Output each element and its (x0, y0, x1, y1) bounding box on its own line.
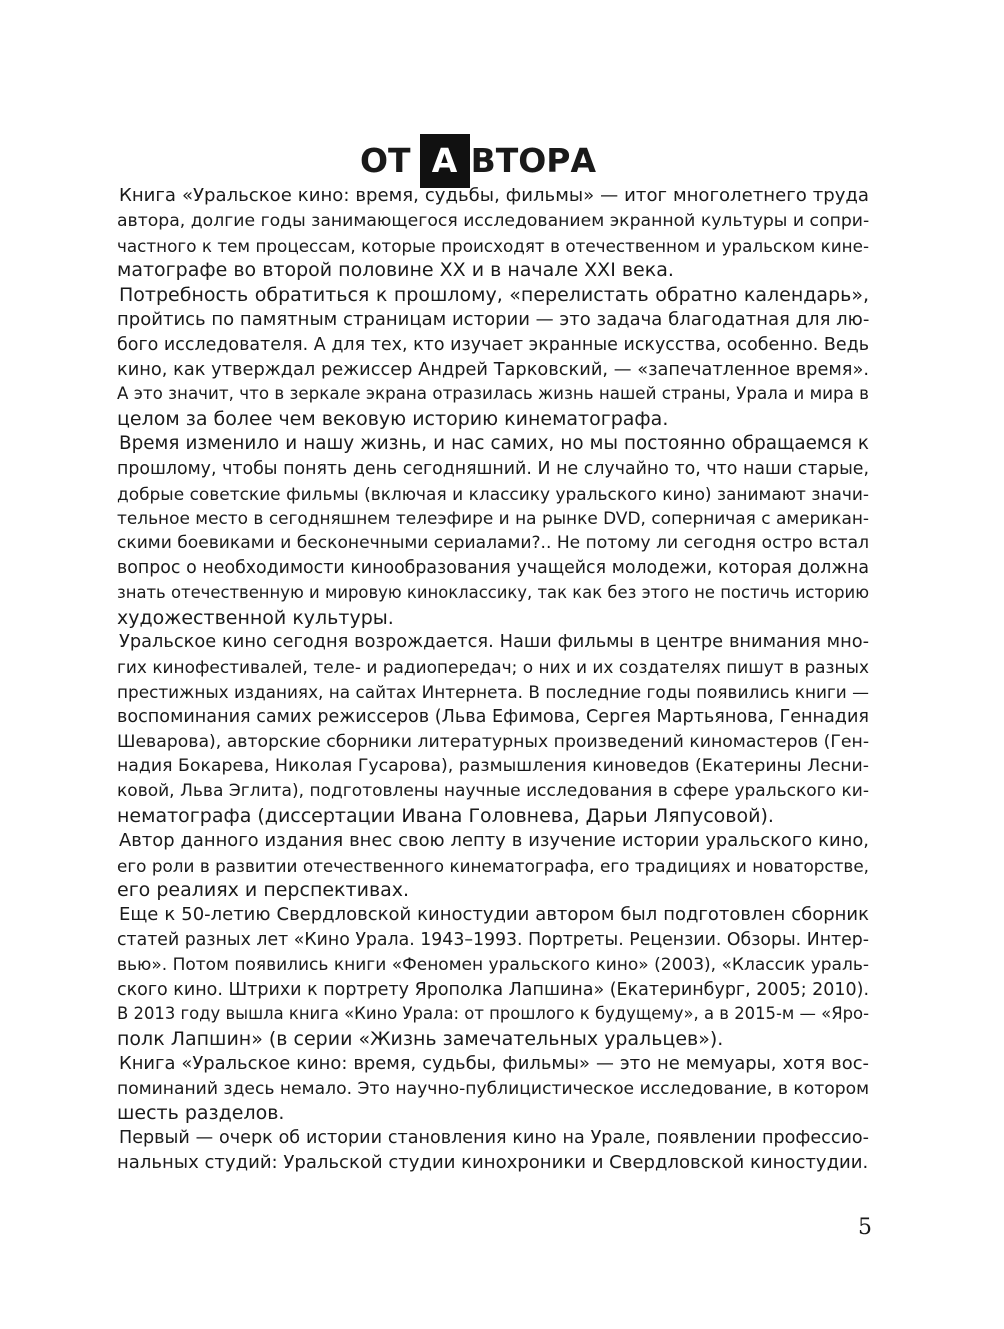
text-line: престижных изданиях, на сайтах Интернета. В последние годы появились книги — (117, 681, 869, 702)
paragraph (117, 1126, 869, 1176)
title-word-rest: ВТОРА (470, 140, 597, 180)
text-line: автора, долгие годы занимающегося исследованием экранной культуры и сопри- (117, 210, 870, 231)
text-line: вью». Потом появились книги «Феномен уральского кино» (2003), «Классик ураль- (117, 954, 869, 975)
text-line: В 2013 году вышла книга «Кино Урала: от прошлого к будущему», а в 2015-м — «Яро- (117, 1004, 869, 1024)
text-line: нальных студий: Уральской студии кинохроники и Свердловской киностудии. (117, 1152, 869, 1174)
text-line: прошлому, чтобы понять день сегодняшний. И не случайно то, что наши старые, (117, 458, 869, 479)
text-line: ковой, Льва Эглита), подготовлены научные исследования в сфере уральского ки- (117, 781, 869, 802)
paragraph (117, 1052, 869, 1126)
paragraph (117, 283, 869, 432)
text-line: Первый — очерк об истории становления кино на Урале, появлении профессио- (119, 1128, 869, 1149)
text-line: тельное место в сегодняшнем телеэфире и на рынке DVD, соперничая с американ- (117, 508, 869, 529)
text-line: пройтись по памятным страницам истории — это задача благодатная для лю- (117, 308, 870, 330)
title-drop-initial: А (420, 134, 470, 188)
page-title (0, 133, 956, 188)
text-line: его реалиях и перспективах. (117, 879, 410, 902)
paragraph (117, 432, 869, 630)
text-line: художественной культуры. (117, 606, 394, 629)
text-line: Уральское кино сегодня возрождается. Наши фильмы в центре внимания мно- (119, 631, 869, 653)
text-line: воспоминания самих режиссеров (Льва Ефимова, Сергея Мартьянова, Геннадия (117, 706, 869, 727)
text-line: Автор данного издания внес свою лепту в изучение истории уральского кино, (119, 829, 869, 851)
text-line: ского кино. Штрихи к портрету Ярополка Лапшина» (Екатеринбург, 2005; 2010). (117, 979, 870, 1000)
body-text (117, 184, 869, 1176)
text-line: его роли в развитии отечественного кинематографа, его традициях и новаторстве, (117, 855, 869, 876)
text-line: добрые советские фильмы (включая и классику уральского кино) занимают значи- (117, 483, 869, 504)
text-line: статей разных лет «Кино Урала. 1943–1993. Портреты. Рецензии. Обзоры. Интер- (117, 929, 869, 950)
text-line: знать отечественную и мировую киноклассику, так как без этого не постичь историю (117, 582, 869, 602)
text-line: гих кинофестивалей, теле- и радиопередач; о них и их создателях пишут в разных (117, 657, 869, 678)
text-line: надия Бокарева, Николая Гусарова), размышления киноведов (Екатерины Лесни- (117, 756, 869, 777)
paragraph (117, 829, 869, 903)
text-line: Время изменило и нашу жизнь, и нас самих, но мы постоянно обращаемся к (119, 432, 869, 454)
text-line: нематографа (диссертации Ивана Головнева, Дарьи Ляпусовой). (117, 804, 774, 827)
text-line: частного к тем процессам, которые происходят в отечественном и уральском кине- (117, 235, 869, 256)
paragraph (117, 184, 869, 283)
text-line: шесть разделов. (117, 1102, 285, 1125)
text-line: вопрос о необходимости кинообразования учащейся молодежи, которая должна (117, 557, 869, 578)
text-line: А это значит, что в зеркале экрана отразилась жизнь нашей страны, Урала и мира в (117, 384, 869, 404)
text-line: Шеварова), авторские сборники литературных произведений киномастеров (Ген- (117, 731, 870, 752)
text-line: бого исследователя. А для тех, кто изучает экранные искусства, особенно. Ведь (117, 334, 869, 355)
paragraph (117, 630, 869, 828)
text-line: целом за более чем вековую историю кинематографа. (117, 408, 669, 431)
text-line: Еще к 50-летию Свердловской киностудии автором был подготовлен сборник (119, 904, 869, 926)
title-word-ot: ОТ (359, 140, 411, 180)
page-number: 5 (858, 1215, 872, 1240)
paragraph (117, 903, 869, 1052)
text-line: полк Лапшин» (в серии «Жизнь замечательных уральцев»). (117, 1028, 724, 1051)
text-line: Книга «Уральское кино: время, судьбы, фильмы» — итог многолетнего труда (119, 185, 869, 206)
text-line: Книга «Уральское кино: время, судьбы, фильмы» — это не мемуары, хотя вос- (119, 1052, 869, 1074)
text-line: Потребность обратиться к прошлому, «перелистать обратно календарь», (119, 284, 869, 307)
text-line: матографе во второй половине XX и в начале XXI века. (117, 259, 674, 282)
text-line: кино, как утверждал режиссер Андрей Тарковский, — «запечатленное время». (117, 359, 869, 380)
text-line: поминаний здесь немало. Это научно-публицистическое исследование, в котором (117, 1078, 869, 1099)
text-line: скими боевиками и бесконечными сериалами?.. Не потому ли сегодня остро встал (117, 533, 869, 554)
